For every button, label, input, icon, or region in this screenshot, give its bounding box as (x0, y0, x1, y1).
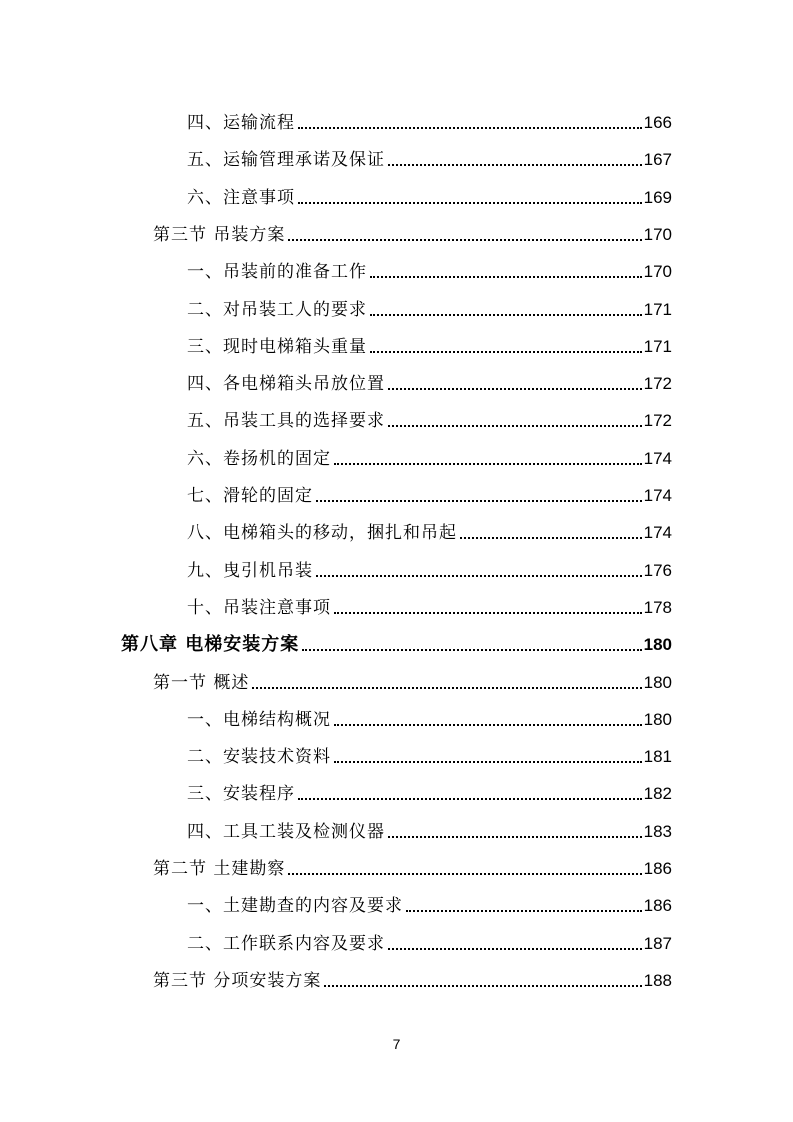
toc-entry-title: 五、吊装工具的选择要求 (187, 411, 385, 432)
toc-entry-title: 十、吊装注意事项 (187, 597, 331, 618)
toc-entry-title: 二、对吊装工人的要求 (187, 299, 367, 320)
toc-entry-title: 四、工具工装及检测仪器 (187, 821, 385, 842)
toc-entry-title: 第八章 电梯安装方案 (121, 634, 300, 656)
toc-dot-leader (388, 388, 642, 390)
toc-subsection-entry[interactable] (187, 479, 672, 507)
toc-dot-leader (324, 985, 641, 987)
toc-subsection-entry[interactable] (187, 889, 672, 917)
toc-subsection-entry[interactable] (187, 740, 672, 768)
toc-entry-title: 八、电梯箱头的移动，捆扎和吊起 (187, 523, 457, 544)
toc-subsection-entry[interactable] (187, 815, 672, 843)
toc-entry-title: 四、运输流程 (187, 113, 295, 133)
toc-subsection-entry[interactable] (187, 703, 672, 731)
toc-entry-title: 三、安装程序 (187, 784, 295, 805)
toc-entry-title: 第三节 分项安装方案 (153, 970, 322, 991)
toc-entry-title: 五、运输管理承诺及保证 (187, 150, 385, 171)
toc-subsection-entry[interactable] (187, 106, 672, 134)
toc-entry-page: 167 (643, 150, 672, 170)
toc-entry-title: 二、安装技术资料 (187, 747, 331, 768)
toc-dot-leader (388, 425, 642, 427)
toc-entry-title: 第二节 土建勘察 (153, 859, 286, 879)
toc-subsection-entry[interactable] (187, 255, 672, 283)
toc-entry-page: 183 (643, 821, 672, 841)
toc-subsection-entry[interactable] (187, 143, 672, 171)
page-number: 7 (392, 1036, 401, 1052)
toc-entry-page: 174 (643, 523, 672, 543)
toc-entry-title: 六、卷扬机的固定 (187, 448, 331, 469)
toc-dot-leader (334, 724, 642, 726)
toc-dot-leader (298, 798, 642, 800)
toc-dot-leader (370, 276, 642, 278)
toc-dot-leader (298, 127, 642, 129)
toc-entry-page: 172 (643, 411, 672, 431)
toc-dot-leader (334, 463, 642, 465)
toc-subsection-entry[interactable] (187, 293, 672, 321)
toc-section-entry[interactable] (153, 218, 672, 246)
toc-entry-page: 188 (643, 970, 672, 990)
toc-dot-leader (316, 575, 642, 577)
toc-entry-page: 187 (643, 933, 672, 953)
toc-entry-title: 六、注意事项 (187, 187, 295, 208)
toc-dot-leader (370, 314, 642, 316)
toc-subsection-entry[interactable] (187, 181, 672, 209)
toc-dot-leader (288, 239, 641, 241)
toc-dot-leader (252, 687, 641, 689)
toc-section-entry[interactable] (153, 852, 672, 880)
toc-dot-leader (388, 164, 642, 166)
toc-entry-title: 一、吊装前的准备工作 (187, 262, 367, 283)
toc-subsection-entry[interactable] (187, 927, 672, 955)
toc-subsection-entry[interactable] (187, 330, 672, 358)
toc-dot-leader (298, 202, 642, 204)
toc-entry-title: 四、各电梯箱头吊放位置 (187, 374, 385, 395)
toc-entry-page: 178 (643, 597, 672, 617)
toc-entry-title: 一、电梯结构概况 (187, 709, 331, 730)
toc-entry-title: 九、曳引机吊装 (187, 560, 313, 581)
toc-entry-title: 一、土建勘查的内容及要求 (187, 896, 403, 917)
toc-entry-page: 186 (643, 859, 672, 878)
toc-entry-page: 170 (643, 262, 672, 282)
toc-subsection-entry[interactable] (187, 516, 672, 544)
toc-subsection-entry[interactable] (187, 442, 672, 470)
toc-entry-page: 180 (643, 709, 672, 729)
toc-entry-page: 171 (643, 299, 672, 319)
toc-dot-leader (406, 910, 642, 912)
toc-entry-page: 170 (643, 224, 672, 244)
toc-dot-leader (316, 500, 642, 502)
toc-entry-title: 第一节 概述 (153, 672, 250, 693)
toc-subsection-entry[interactable] (187, 404, 672, 432)
toc-dot-leader (460, 537, 642, 539)
toc-section-entry[interactable] (153, 666, 672, 694)
toc-entry-title: 第三节 吊装方案 (153, 224, 286, 245)
toc-section-entry[interactable] (153, 964, 672, 992)
toc-entry-page: 174 (643, 486, 672, 505)
toc-dot-leader (388, 836, 642, 838)
toc-dot-leader (288, 873, 641, 875)
toc-subsection-entry[interactable] (187, 554, 672, 582)
toc-entry-page: 182 (643, 784, 672, 804)
toc-entry-page: 171 (643, 336, 672, 356)
toc-entry-page: 186 (643, 896, 672, 916)
toc-entry-page: 180 (643, 635, 672, 655)
toc-dot-leader (388, 948, 642, 950)
toc-subsection-entry[interactable] (187, 367, 672, 395)
toc-dot-leader (370, 351, 642, 353)
toc-dot-leader (302, 649, 641, 651)
toc-entry-title: 二、工作联系内容及要求 (187, 933, 385, 954)
toc-entry-title: 七、滑轮的固定 (187, 486, 313, 506)
toc-entry-page: 169 (643, 187, 672, 207)
toc-dot-leader (334, 612, 642, 614)
toc-entry-page: 180 (643, 672, 672, 692)
toc-entry-page: 181 (643, 747, 672, 767)
toc-entry-page: 172 (643, 374, 672, 394)
toc-subsection-entry[interactable] (187, 591, 672, 619)
toc-entry-page: 166 (643, 113, 672, 132)
toc-entry-title: 三、现时电梯箱头重量 (187, 336, 367, 357)
toc-entry-page: 176 (643, 560, 672, 580)
toc-subsection-entry[interactable] (187, 777, 672, 805)
toc-chapter-entry[interactable] (121, 628, 672, 656)
toc-entry-page: 174 (643, 448, 672, 468)
toc-dot-leader (334, 761, 642, 763)
